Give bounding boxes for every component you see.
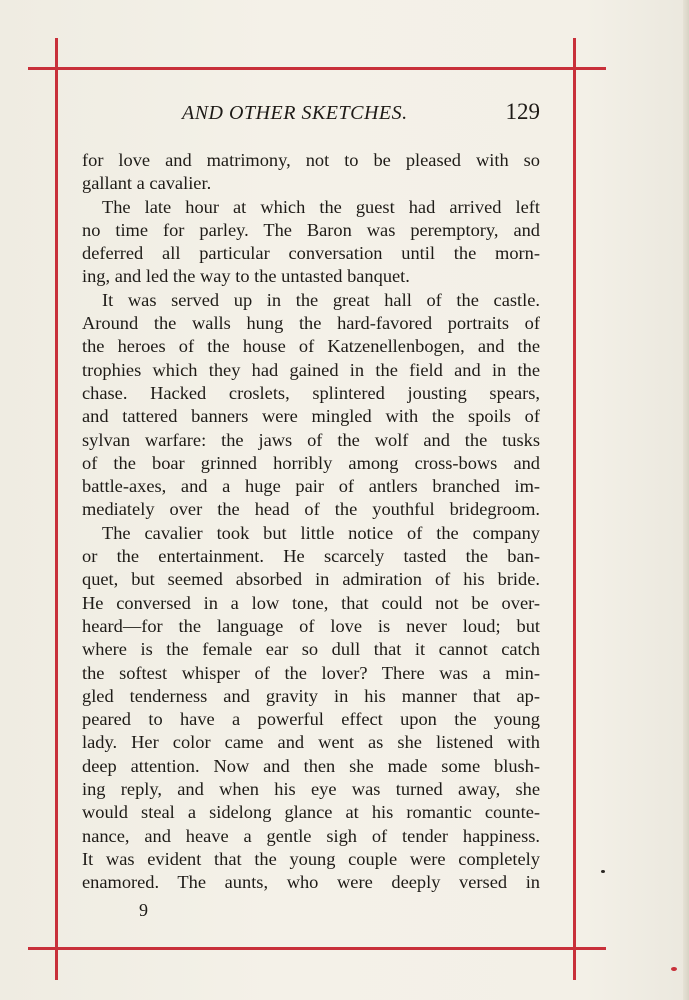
running-title: AND OTHER SKETCHES. xyxy=(182,102,408,124)
text-line: He conversed in a low tone, that could not be over- xyxy=(82,592,540,613)
text-line: lady. Her color came and went as she listened with xyxy=(82,732,540,753)
body-text xyxy=(82,149,540,895)
text-line: gled tenderness and gravity in his manner that ap- xyxy=(82,685,540,706)
text-line: enamored. The aunts, who were deeply versed in xyxy=(82,872,540,893)
text-line: deferred all particular conversation until the morn- xyxy=(82,243,540,264)
signature-mark: 9 xyxy=(139,900,148,920)
text-line: The cavalier took but little notice of the company xyxy=(102,522,540,543)
text-line: where is the female ear so dull that it cannot catch xyxy=(82,639,540,660)
text-line: mediately over the head of the youthful bridegroom. xyxy=(82,499,540,520)
ink-speck xyxy=(601,870,605,873)
text-line: sylvan warfare: the jaws of the wolf and the tusks xyxy=(82,429,540,450)
running-head xyxy=(82,99,540,131)
border-rule-right xyxy=(573,38,576,980)
text-line: It was evident that the young couple were completely xyxy=(82,848,540,869)
red-ink-speck xyxy=(671,967,677,971)
text-line: chase. Hacked croslets, splintered jousting spears, xyxy=(82,382,540,403)
page-edge xyxy=(683,0,689,1000)
text-line: deep attention. Now and then she made some blush- xyxy=(82,755,540,776)
border-rule-left xyxy=(55,38,58,980)
text-line: quet, but seemed absorbed in admiration of his bride. xyxy=(82,569,540,590)
page-number: 129 xyxy=(505,99,540,124)
text-line: battle-axes, and a huge pair of antlers branched im- xyxy=(82,476,540,497)
text-line: for love and matrimony, not to be pleased with so xyxy=(82,150,540,170)
text-line: ing reply, and when his eye was turned away, she xyxy=(82,779,540,800)
text-line: no time for parley. The Baron was peremptory, and xyxy=(82,219,540,240)
border-rule-bottom xyxy=(28,947,606,950)
text-line: peared to have a powerful effect upon the young xyxy=(82,709,540,730)
border-rule-top xyxy=(28,67,606,70)
text-line: and tattered banners were mingled with the spoils of xyxy=(82,406,540,427)
text-line: of the boar grinned horribly among cross-bows and xyxy=(82,452,540,473)
text-line: nance, and heave a gentle sigh of tender happiness. xyxy=(82,825,540,846)
text-line: ing, and led the way to the untasted banquet. xyxy=(82,266,410,287)
text-line: It was served up in the great hall of the castle. xyxy=(102,289,540,310)
text-line: The late hour at which the guest had arrived left xyxy=(102,196,540,217)
text-line: gallant a cavalier. xyxy=(82,173,212,194)
text-line: Around the walls hung the hard-favored portraits of xyxy=(82,313,540,334)
text-line: would steal a sidelong glance at his romantic counte- xyxy=(82,802,540,823)
text-line: the softest whisper of the lover? There was a min- xyxy=(82,662,540,683)
text-line: heard—for the language of love is never loud; but xyxy=(82,615,540,636)
text-line: trophies which they had gained in the field and in the xyxy=(82,359,540,380)
text-line: or the entertainment. He scarcely tasted the ban- xyxy=(82,546,540,567)
text-line: the heroes of the house of Katzenellenbogen, and the xyxy=(82,336,540,357)
